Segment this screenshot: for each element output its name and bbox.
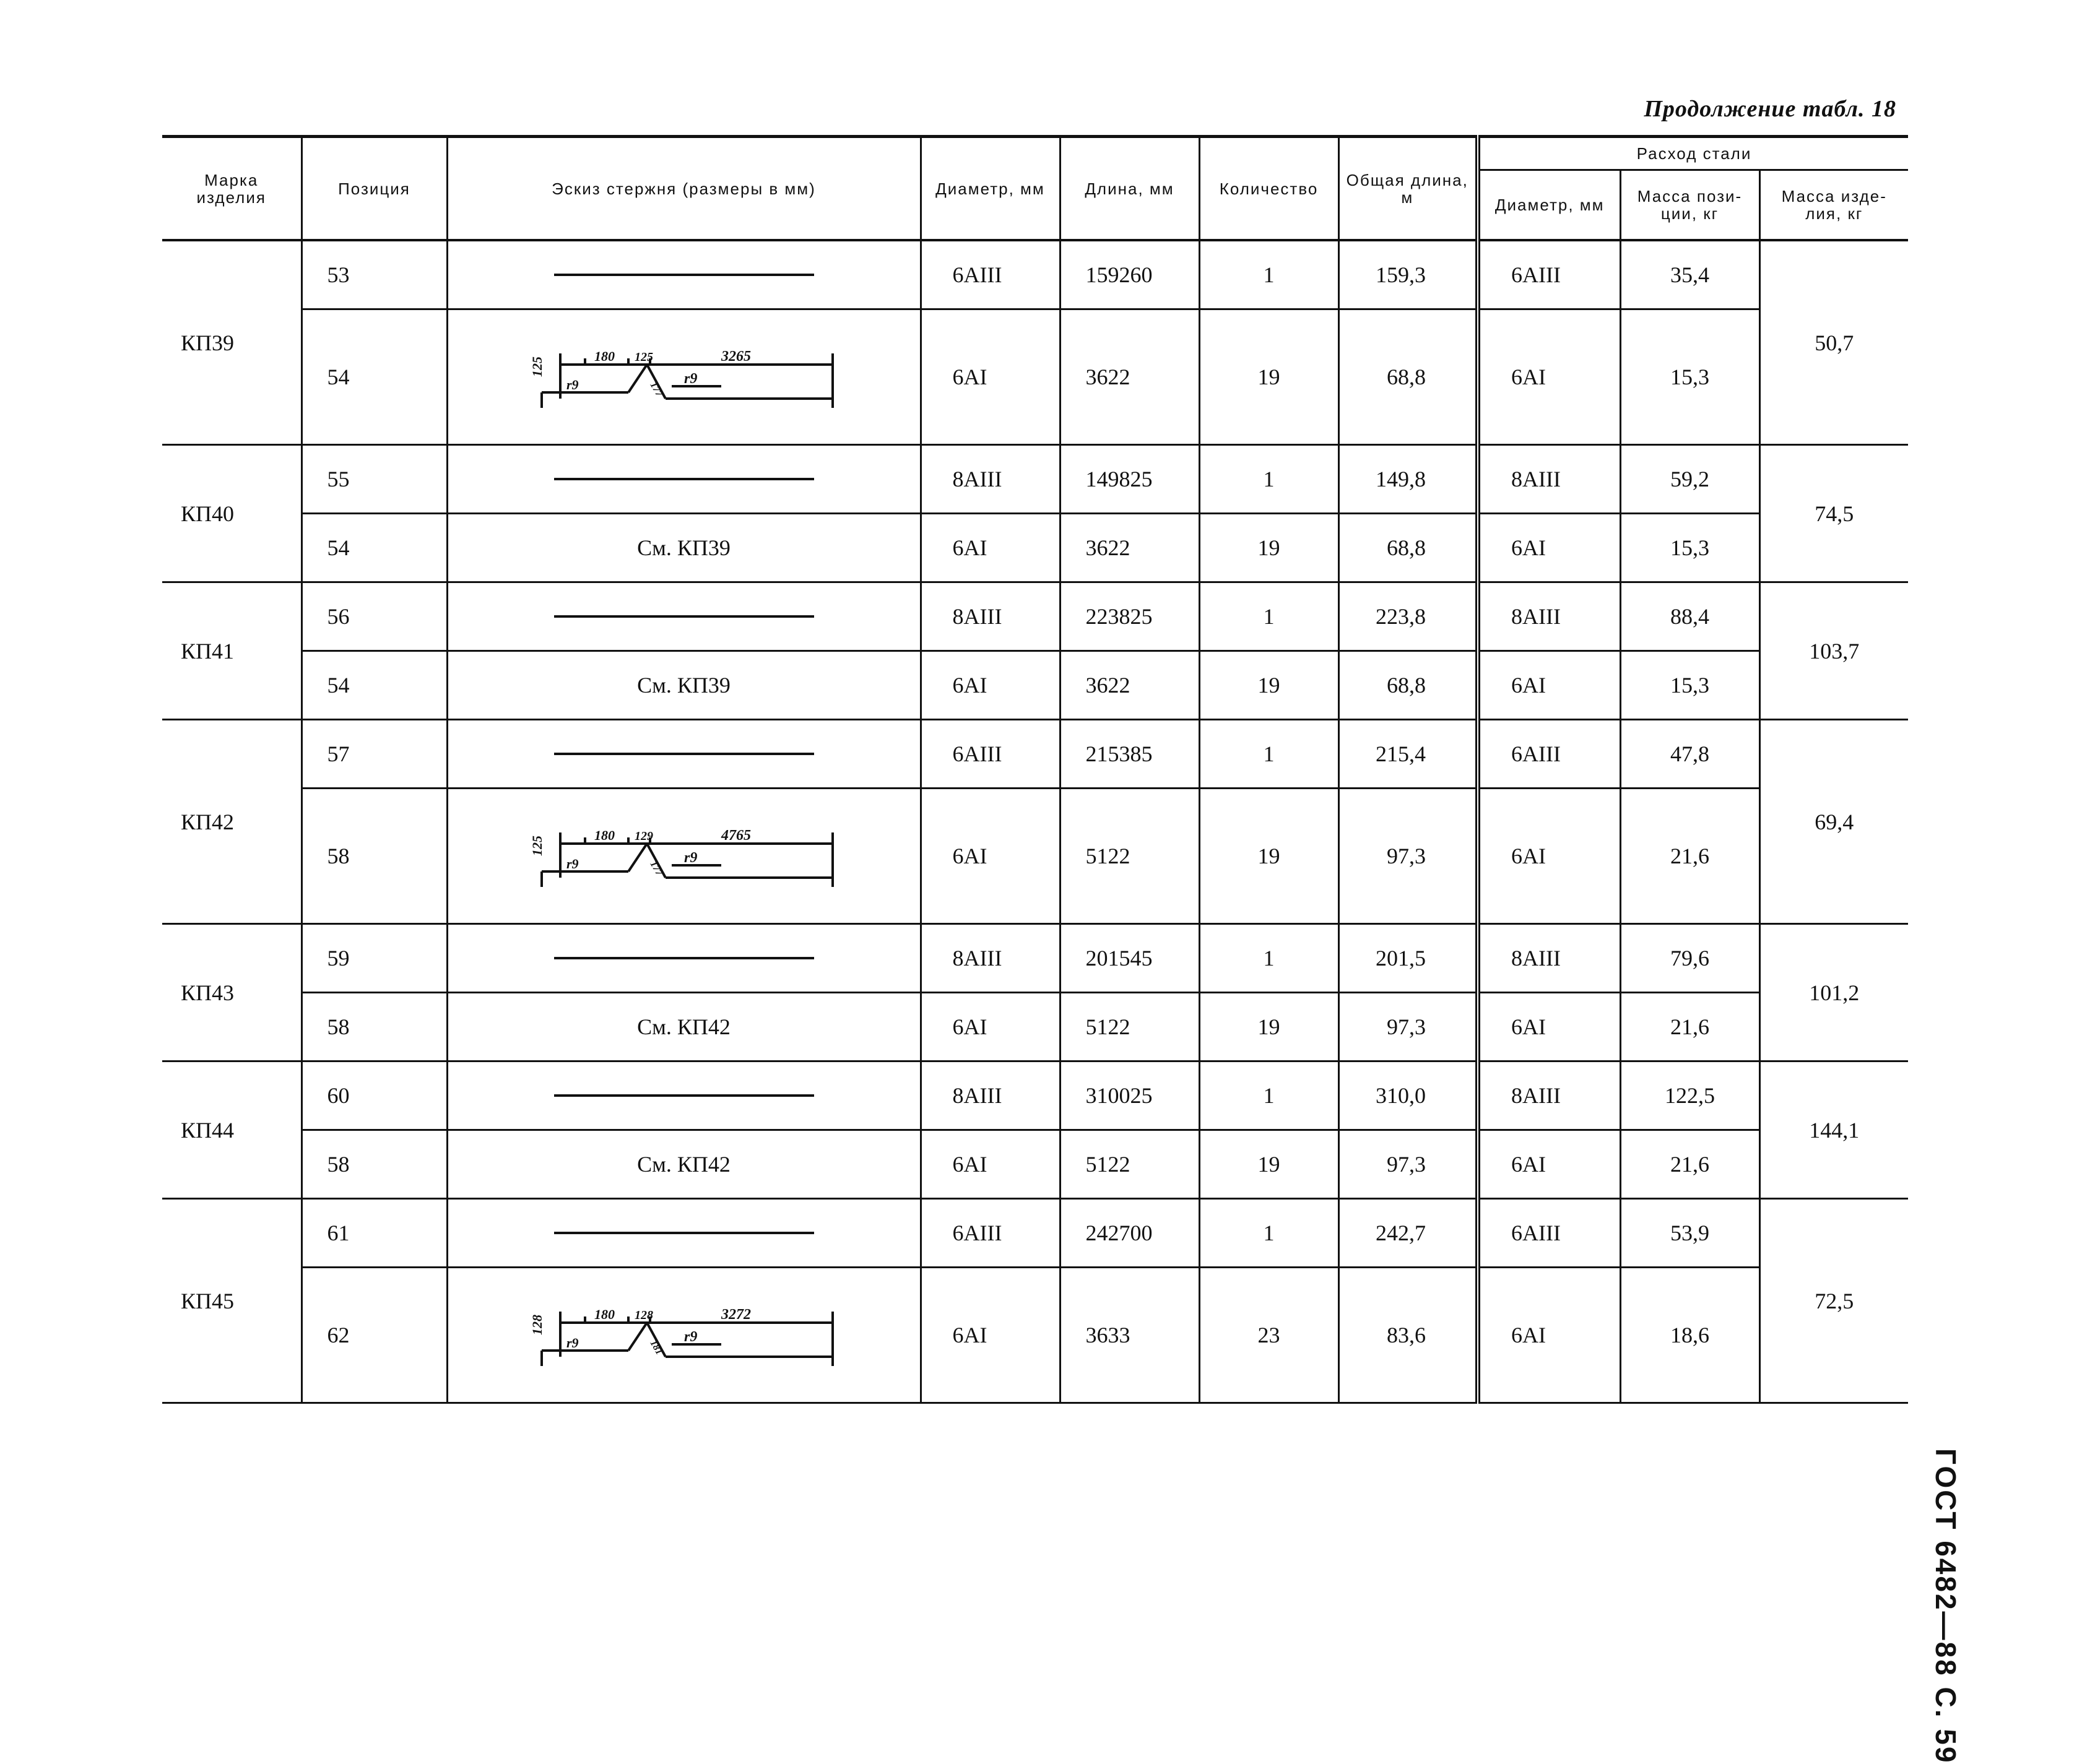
product-mass: 103,7 (1759, 582, 1908, 720)
table-row (162, 1199, 1908, 1268)
total-length: 68,8 (1338, 309, 1478, 445)
sketch-dimension-label: 125 (529, 836, 545, 856)
rod-diameter: 6AI (921, 1268, 1060, 1403)
col-header-diameter: Диаметр, мм (921, 137, 1060, 241)
rod-quantity: 19 (1199, 309, 1338, 445)
sketch-cell (447, 1268, 921, 1403)
table-row (162, 993, 1908, 1061)
product-mark: КП40 (162, 445, 301, 582)
col-header-position: Позиция (301, 137, 447, 241)
table-row (162, 582, 1908, 651)
steel-diameter: 6AIII (1478, 1199, 1620, 1268)
sketch-cell (447, 720, 921, 789)
position-number: 54 (301, 651, 447, 720)
steel-diameter: 6AI (1478, 1268, 1620, 1403)
position-number: 61 (301, 1199, 447, 1268)
position-mass: 53,9 (1620, 1199, 1759, 1268)
rod-length: 5122 (1060, 993, 1199, 1061)
table-row (162, 1061, 1908, 1130)
total-length: 68,8 (1338, 514, 1478, 582)
sketch-dimension-label: 125 (634, 350, 653, 364)
sketch-dimension-label: 128 (634, 1308, 653, 1322)
sketch-cell (447, 1199, 921, 1268)
sketch-dimension-label: r9 (566, 377, 579, 392)
product-mark: КП43 (162, 924, 301, 1061)
rod-diameter: 6AIII (921, 240, 1060, 309)
position-number: 58 (301, 1130, 447, 1199)
sketch-stroke (628, 1323, 647, 1351)
straight-rod-sketch (554, 478, 814, 480)
rod-quantity: 23 (1199, 1268, 1338, 1403)
rod-quantity: 19 (1199, 514, 1338, 582)
total-length: 68,8 (1338, 651, 1478, 720)
straight-rod-sketch (554, 615, 814, 618)
sketch-cell (447, 240, 921, 309)
sketch-dimension-label: 181 (648, 1338, 664, 1357)
rod-quantity: 19 (1199, 789, 1338, 924)
steel-diameter: 6AIII (1478, 720, 1620, 789)
straight-rod-sketch (554, 957, 814, 959)
rod-length: 223825 (1060, 582, 1199, 651)
rod-quantity: 1 (1199, 240, 1338, 309)
rod-quantity: 1 (1199, 445, 1338, 514)
sketch-cell (447, 1130, 921, 1199)
sketch-dimension-label: 180 (594, 828, 615, 843)
table-row (162, 651, 1908, 720)
straight-rod-sketch (554, 753, 814, 755)
position-mass: 21,6 (1620, 1130, 1759, 1199)
rod-diameter: 8AIII (921, 582, 1060, 651)
steel-diameter: 6AIII (1478, 240, 1620, 309)
position-number: 58 (301, 789, 447, 924)
rod-quantity: 1 (1199, 1199, 1338, 1268)
sketch-dimension-label: 4765 (721, 828, 751, 844)
rod-length: 159260 (1060, 240, 1199, 309)
rod-length: 3622 (1060, 651, 1199, 720)
rod-diameter: 6AIII (921, 720, 1060, 789)
rod-length: 310025 (1060, 1061, 1199, 1130)
position-mass: 15,3 (1620, 309, 1759, 445)
table-row (162, 240, 1908, 309)
position-number: 55 (301, 445, 447, 514)
product-mark: КП45 (162, 1199, 301, 1403)
sketch-cell (447, 789, 921, 924)
total-length: 159,3 (1338, 240, 1478, 309)
col-header-sketch: Эскиз стержня (размеры в мм) (447, 137, 921, 241)
position-mass: 47,8 (1620, 720, 1759, 789)
sketch-cell (447, 924, 921, 993)
sketch-cell (447, 993, 921, 1061)
position-number: 59 (301, 924, 447, 993)
product-mass: 72,5 (1759, 1199, 1908, 1403)
col-header-product-mass: Масса изде-лия, кг (1759, 170, 1908, 241)
position-number: 54 (301, 309, 447, 445)
bent-rod-sketch (523, 340, 845, 414)
sketch-cell (447, 582, 921, 651)
position-mass: 122,5 (1620, 1061, 1759, 1130)
rod-length: 3633 (1060, 1268, 1199, 1403)
table-row (162, 720, 1908, 789)
steel-diameter: 8AIII (1478, 924, 1620, 993)
rod-diameter: 8AIII (921, 924, 1060, 993)
position-number: 62 (301, 1268, 447, 1403)
sketch-cell (447, 309, 921, 445)
product-mass: 74,5 (1759, 445, 1908, 582)
col-header-total-length: Общая длина, м (1338, 137, 1478, 241)
product-mark: КП39 (162, 240, 301, 445)
steel-diameter: 6AI (1478, 514, 1620, 582)
rod-diameter: 8AIII (921, 1061, 1060, 1130)
product-mark: КП44 (162, 1061, 301, 1199)
position-mass: 79,6 (1620, 924, 1759, 993)
total-length: 223,8 (1338, 582, 1478, 651)
sketch-cell (447, 651, 921, 720)
rod-diameter: 6AI (921, 789, 1060, 924)
rod-quantity: 1 (1199, 582, 1338, 651)
position-mass: 15,3 (1620, 514, 1759, 582)
steel-diameter: 6AI (1478, 993, 1620, 1061)
rod-length: 242700 (1060, 1199, 1199, 1268)
rod-diameter: 6AI (921, 651, 1060, 720)
steel-diameter: 8AIII (1478, 445, 1620, 514)
rod-diameter: 6AI (921, 309, 1060, 445)
see-reference: См. КП42 (637, 1014, 731, 1039)
position-mass: 21,6 (1620, 993, 1759, 1061)
rod-diameter: 6AI (921, 993, 1060, 1061)
sketch-dimension-label: 3265 (721, 348, 751, 365)
steel-diameter: 6AI (1478, 309, 1620, 445)
col-header-steel-diameter: Диаметр, мм (1478, 170, 1620, 241)
position-number: 54 (301, 514, 447, 582)
sketch-stroke (628, 844, 647, 871)
reinforcement-spec-table (162, 135, 1908, 1404)
col-header-quantity: Количество (1199, 137, 1338, 241)
total-length: 310,0 (1338, 1061, 1478, 1130)
rod-quantity: 19 (1199, 651, 1338, 720)
spec-table-body (162, 240, 1908, 1403)
table-row (162, 309, 1908, 445)
position-number: 56 (301, 582, 447, 651)
col-header-steel-group: Расход стали (1478, 137, 1908, 170)
rod-quantity: 19 (1199, 1130, 1338, 1199)
sketch-dimension-label: 180 (594, 348, 615, 364)
sketch-cell (447, 1061, 921, 1130)
sketch-cell (447, 445, 921, 514)
total-length: 201,5 (1338, 924, 1478, 993)
col-header-mark: Марка изделия (162, 137, 301, 241)
see-reference: См. КП39 (637, 673, 731, 698)
sketch-dimension-label: r9 (683, 1329, 697, 1345)
table-row (162, 514, 1908, 582)
rod-length: 3622 (1060, 309, 1199, 445)
col-header-length: Длина, мм (1060, 137, 1199, 241)
rod-diameter: 8AIII (921, 445, 1060, 514)
sketch-dimension-label: r9 (683, 850, 697, 866)
total-length: 215,4 (1338, 720, 1478, 789)
straight-rod-sketch (554, 274, 814, 276)
sketch-dimension-label: 177 (648, 380, 664, 399)
sketch-stroke (628, 365, 647, 392)
rod-quantity: 1 (1199, 924, 1338, 993)
steel-diameter: 6AI (1478, 789, 1620, 924)
rod-diameter: 6AIII (921, 1199, 1060, 1268)
product-mass: 69,4 (1759, 720, 1908, 924)
sketch-dimension-label: 128 (529, 1315, 545, 1335)
sketch-dimension-label: 129 (634, 829, 653, 843)
sketch-dimension-label: r9 (566, 1335, 579, 1351)
position-number: 60 (301, 1061, 447, 1130)
sketch-cell (447, 514, 921, 582)
sketch-dimension-label: 180 (594, 1307, 615, 1322)
rod-length: 5122 (1060, 1130, 1199, 1199)
sketch-dimension-label: r9 (683, 371, 697, 387)
steel-diameter: 8AIII (1478, 582, 1620, 651)
straight-rod-sketch (554, 1232, 814, 1234)
total-length: 97,3 (1338, 1130, 1478, 1199)
rod-quantity: 19 (1199, 993, 1338, 1061)
table-row (162, 445, 1908, 514)
table-row (162, 924, 1908, 993)
position-mass: 18,6 (1620, 1268, 1759, 1403)
rod-diameter: 6AI (921, 1130, 1060, 1199)
steel-diameter: 8AIII (1478, 1061, 1620, 1130)
sketch-dimension-label: 125 (529, 357, 545, 377)
steel-diameter: 6AI (1478, 651, 1620, 720)
rod-length: 3622 (1060, 514, 1199, 582)
sketch-dimension-label: 177 (648, 859, 664, 878)
see-reference: См. КП42 (637, 1152, 731, 1177)
total-length: 83,6 (1338, 1268, 1478, 1403)
product-mass: 144,1 (1759, 1061, 1908, 1199)
total-length: 97,3 (1338, 789, 1478, 924)
total-length: 97,3 (1338, 993, 1478, 1061)
table-row (162, 1130, 1908, 1199)
rod-length: 5122 (1060, 789, 1199, 924)
product-mark: КП42 (162, 720, 301, 924)
rod-quantity: 1 (1199, 720, 1338, 789)
total-length: 149,8 (1338, 445, 1478, 514)
rod-length: 149825 (1060, 445, 1199, 514)
sketch-dimension-label: 3272 (721, 1307, 751, 1323)
col-header-position-mass: Массa пози-ции, кг (1620, 170, 1759, 241)
product-mass: 50,7 (1759, 240, 1908, 445)
bent-rod-sketch (523, 1298, 845, 1372)
continuation-caption: Продолжение табл. 18 (1644, 96, 1896, 122)
position-number: 58 (301, 993, 447, 1061)
bent-rod-sketch (523, 819, 845, 893)
product-mark: КП41 (162, 582, 301, 720)
straight-rod-sketch (554, 1094, 814, 1097)
rod-length: 215385 (1060, 720, 1199, 789)
rod-diameter: 6AI (921, 514, 1060, 582)
standard-page-label: ГОСТ 6482—88 С. 59 (1930, 1448, 1962, 1764)
position-mass: 59,2 (1620, 445, 1759, 514)
total-length: 242,7 (1338, 1199, 1478, 1268)
position-mass: 15,3 (1620, 651, 1759, 720)
rod-quantity: 1 (1199, 1061, 1338, 1130)
table-row (162, 789, 1908, 924)
position-mass: 35,4 (1620, 240, 1759, 309)
see-reference: См. КП39 (637, 535, 731, 560)
steel-diameter: 6AI (1478, 1130, 1620, 1199)
product-mass: 101,2 (1759, 924, 1908, 1061)
position-number: 57 (301, 720, 447, 789)
table-row (162, 1268, 1908, 1403)
rod-length: 201545 (1060, 924, 1199, 993)
position-mass: 21,6 (1620, 789, 1759, 924)
position-mass: 88,4 (1620, 582, 1759, 651)
sketch-dimension-label: r9 (566, 856, 579, 871)
position-number: 53 (301, 240, 447, 309)
